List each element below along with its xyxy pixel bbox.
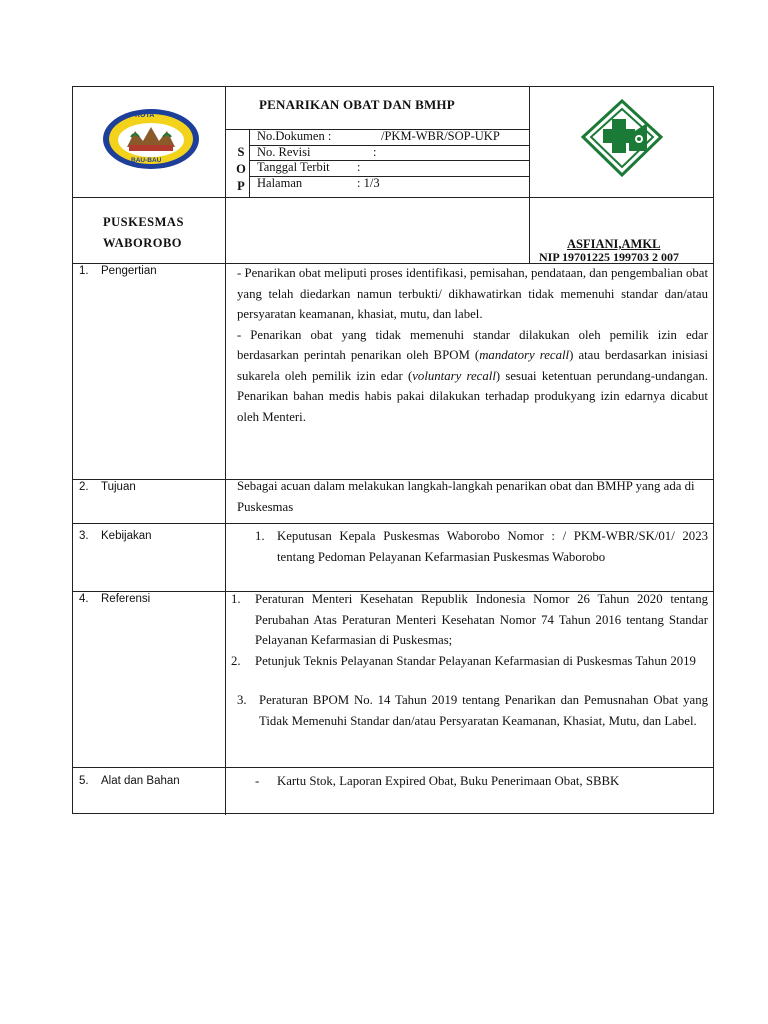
section-number: 1.	[79, 265, 89, 277]
section-number: 2.	[79, 481, 89, 493]
sop-document	[72, 86, 714, 814]
puskesmas-name-line2: WABOROBO	[103, 236, 183, 250]
text-span: - Penarikan obat yang tidak memenuhi standar dilakukan oleh pemilik izin edar berdasarkan perintah penarikan oleh BPOM (	[237, 327, 708, 362]
bullet: -	[255, 774, 260, 788]
section-label-alat: Alat dan Bahan	[101, 775, 180, 787]
item-number: 1.	[255, 529, 265, 543]
meta-page-label: Halaman	[257, 176, 303, 190]
item-text: Keputusan Kepala Puskesmas Waborobo Nomor : / PKM-WBR/SK/01/ 2023 tentang Pedoman Pelayanan Kefarmasian Puskesmas Waborobo	[277, 529, 708, 564]
sop-letter: O	[236, 162, 246, 176]
item-text: Kartu Stok, Laporan Expired Obat, Buku Penerimaan Obat, SBBK	[277, 774, 620, 788]
grid-line	[225, 263, 226, 815]
referensi-item-1	[231, 589, 708, 651]
sop-letter: S	[237, 145, 245, 159]
puskesmas-logo	[581, 99, 663, 182]
pengertian-paragraph-2	[237, 325, 708, 428]
kebijakan-item	[255, 526, 708, 567]
italic-term: mandatory recall	[479, 348, 570, 362]
signer-nip: NIP 19701225 199703 2 007	[539, 250, 680, 264]
puskesmas-name-line1: PUSKESMAS	[103, 215, 184, 229]
grid-line	[73, 197, 713, 198]
referensi-item-3	[237, 690, 708, 731]
grid-line	[529, 87, 530, 263]
meta-doc-number-label: No.Dokumen :	[257, 129, 332, 143]
section-number: 5.	[79, 775, 89, 787]
item-text: Petunjuk Teknis Pelayanan Standar Pelayanan Kefarmasian di Puskesmas Tahun 2019	[255, 654, 696, 668]
grid-line	[73, 767, 713, 768]
meta-page-value: : 1/3	[357, 176, 380, 190]
section-label-pengertian: Pengertian	[101, 265, 157, 277]
item-number: 1.	[231, 592, 241, 606]
section-body-tujuan: Sebagai acuan dalam melakukan langkah-langkah penarikan obat dan BMHP yang ada di Puskesmas	[237, 479, 695, 514]
meta-revision-value: :	[373, 145, 377, 159]
section-body-pengertian	[237, 263, 708, 427]
item-number: 2.	[231, 654, 241, 668]
logo-bottom-text: BAU-BAU	[131, 157, 162, 164]
city-logo	[101, 107, 201, 176]
meta-date-value: :	[357, 160, 361, 174]
health-cross-icon	[581, 99, 663, 177]
meta-date-label: Tanggal Terbit	[257, 160, 330, 174]
pengertian-paragraph-1: - Penarikan obat meliputi proses identifikasi, pemisahan, pendataan, dan pengembalian obat yang telah diedarkan namun terbukti/ dikhawatirkan tidak memenuhi standar dan/atau persyaratan keamanan, khasiat, mutu, dan label.	[237, 266, 708, 321]
signer-name: ASFIANI,AMKL	[567, 237, 661, 251]
referensi-item-2	[231, 651, 708, 672]
item-number: 3.	[237, 693, 247, 707]
grid-line	[225, 87, 226, 263]
item-text: Peraturan Menteri Kesehatan Republik Indonesia Nomor 26 Tahun 2020 tentang Perubahan Atas Peraturan Menteri Kesehatan Nomor 74 Tahun 2016 tentang Standar Pelayanan Kefarmasian di Puskesmas;	[255, 592, 708, 647]
document-title: PENARIKAN OBAT DAN BMHP	[259, 97, 455, 112]
section-label-kebijakan: Kebijakan	[101, 530, 152, 542]
text-span: ) atau berdasarkan inisiasi sukarela oleh pemilik izin edar (	[237, 348, 708, 383]
alat-item	[255, 771, 708, 792]
grid-line	[73, 523, 713, 524]
sop-letter: P	[237, 179, 245, 193]
item-text: Peraturan BPOM No. 14 Tahun 2019 tentang Penarikan dan Pemusnahan Obat yang Tidak Memenuhi Standar dan/atau Persyaratan Keamanan, Khasiat, Mutu, dan Label.	[259, 693, 708, 728]
meta-revision-label: No. Revisi	[257, 145, 311, 159]
section-label-tujuan: Tujuan	[101, 481, 136, 493]
meta-doc-number-value: /PKM-WBR/SOP-UKP	[381, 129, 500, 143]
text-span: ) sesuai ketentuan perundang-undangan. Penarikan bahan medis habis pakai dilakukan terhadap produkyang izin edarnya dicabut oleh Menteri.	[237, 368, 708, 424]
section-label-referensi: Referensi	[101, 593, 151, 605]
logo-top-text: KOTA	[135, 112, 155, 119]
section-number: 4.	[79, 593, 89, 605]
italic-term: voluntary recall	[412, 368, 496, 383]
section-number: 3.	[79, 530, 89, 542]
